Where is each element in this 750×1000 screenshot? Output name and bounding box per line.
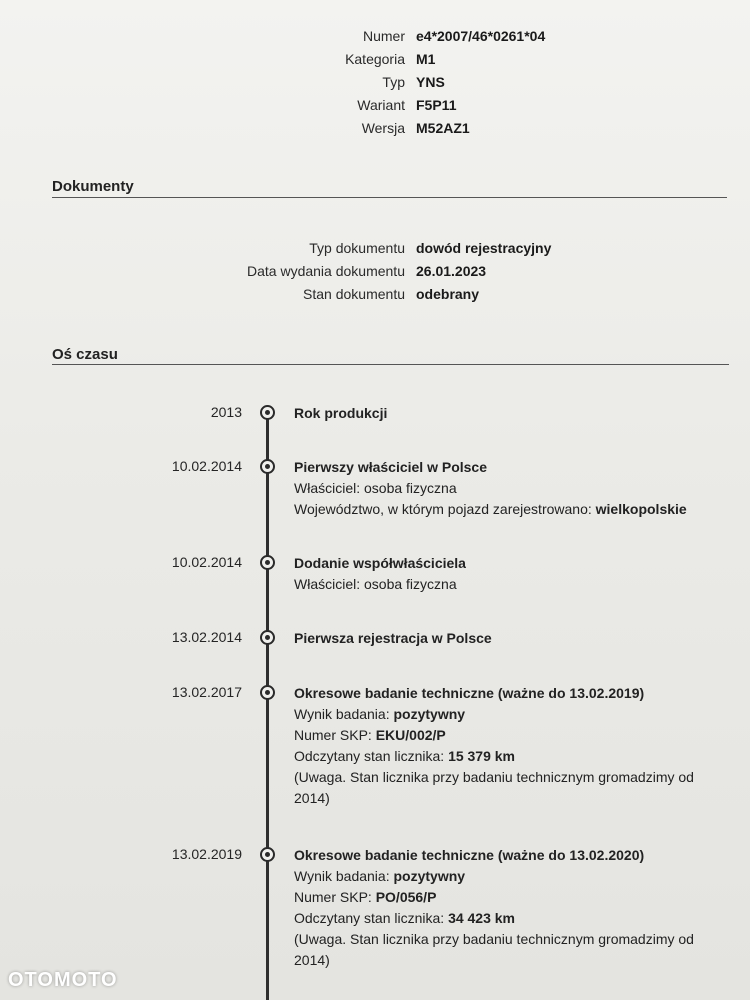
event-title: Rok produkcji — [294, 405, 388, 421]
event-title: Dodanie współwłaściciela — [294, 555, 466, 571]
timeline-event — [294, 845, 714, 971]
event-date: 13.02.2014 — [171, 629, 242, 645]
timeline-event — [294, 628, 714, 649]
event-voivodeship — [294, 499, 714, 520]
vehicle-number-label: Numer — [362, 28, 405, 44]
voivodeship-value: wielkopolskie — [595, 501, 687, 517]
timeline-heading: Oś czasu — [52, 346, 118, 363]
vehicle-version-value: M52AZ1 — [416, 120, 470, 136]
event-title: Okresowe badanie techniczne (ważne do 13.02.2019) — [294, 685, 645, 701]
timeline-event — [294, 683, 714, 809]
inspection-result — [294, 704, 714, 725]
documents-divider — [52, 197, 727, 198]
result-value: pozytywny — [393, 868, 466, 884]
result-label: Wynik badania: — [294, 868, 394, 884]
document-status-label: Stan dokumentu — [303, 286, 405, 302]
inspection-result — [294, 866, 714, 887]
documents-heading: Dokumenty — [52, 178, 134, 195]
inspection-station — [294, 725, 714, 746]
timeline-dot-icon — [260, 405, 275, 420]
vehicle-number-value: e4*2007/46*0261*04 — [416, 28, 546, 44]
event-title: Pierwsza rejestracja w Polsce — [294, 630, 492, 646]
event-date: 10.02.2014 — [171, 458, 242, 474]
skp-value: EKU/002/P — [375, 727, 446, 743]
timeline-dot-icon — [260, 847, 275, 862]
timeline-event — [294, 553, 714, 595]
timeline-dot-icon — [260, 685, 275, 700]
odometer-note: (Uwaga. Stan licznika przy badaniu technicznym gromadzimy od 2014) — [294, 931, 694, 968]
result-value: pozytywny — [393, 706, 466, 722]
skp-label: Numer SKP: — [294, 889, 376, 905]
timeline-event — [294, 403, 714, 424]
inspection-station — [294, 887, 714, 908]
document-issue-date-label: Data wydania dokumentu — [247, 263, 405, 279]
vehicle-type-label: Typ — [382, 74, 405, 90]
vehicle-variant-value: F5P11 — [416, 97, 457, 113]
document-type-label: Typ dokumentu — [309, 240, 405, 256]
vehicle-info — [0, 26, 750, 136]
timeline-divider — [52, 364, 729, 365]
vehicle-category-label: Kategoria — [345, 51, 405, 67]
vehicle-variant-label: Wariant — [357, 97, 405, 113]
odometer-value: 15 379 km — [448, 748, 516, 764]
skp-label: Numer SKP: — [294, 727, 376, 743]
vehicle-version-label: Wersja — [361, 120, 405, 136]
odometer-label: Odczytany stan licznika: — [294, 910, 449, 926]
timeline-dot-icon — [260, 459, 275, 474]
vehicle-type-value: YNS — [416, 74, 445, 90]
event-title: Pierwszy właściciel w Polsce — [294, 459, 487, 475]
odometer-label: Odczytany stan licznika: — [294, 748, 449, 764]
document-status-value: odebrany — [416, 286, 480, 302]
document-issue-date-value: 26.01.2023 — [416, 263, 487, 279]
odometer-value: 34 423 km — [448, 910, 516, 926]
documents-info — [0, 238, 750, 308]
timeline-line — [266, 412, 269, 1000]
skp-value: PO/056/P — [375, 889, 437, 905]
event-owner: Właściciel: osoba fizyczna — [294, 480, 457, 496]
result-label: Wynik badania: — [294, 706, 394, 722]
otomoto-watermark-logo: OTOMOTO — [8, 969, 118, 991]
odometer-reading — [294, 908, 714, 929]
voivodeship-label: Województwo, w którym pojazd zarejestrowano: — [294, 501, 596, 517]
event-date: 13.02.2017 — [171, 684, 242, 700]
event-owner: Właściciel: osoba fizyczna — [294, 576, 457, 592]
odometer-note: (Uwaga. Stan licznika przy badaniu technicznym gromadzimy od 2014) — [294, 769, 694, 806]
event-date: 10.02.2014 — [171, 554, 242, 570]
event-date: 13.02.2019 — [171, 846, 242, 862]
event-title: Okresowe badanie techniczne (ważne do 13.02.2020) — [294, 847, 645, 863]
odometer-reading — [294, 746, 714, 767]
event-date: 2013 — [210, 404, 242, 420]
timeline-dot-icon — [260, 630, 275, 645]
document-type-value: dowód rejestracyjny — [416, 240, 552, 256]
vehicle-category-value: M1 — [416, 51, 436, 67]
timeline-event — [294, 457, 714, 520]
timeline-dot-icon — [260, 555, 275, 570]
